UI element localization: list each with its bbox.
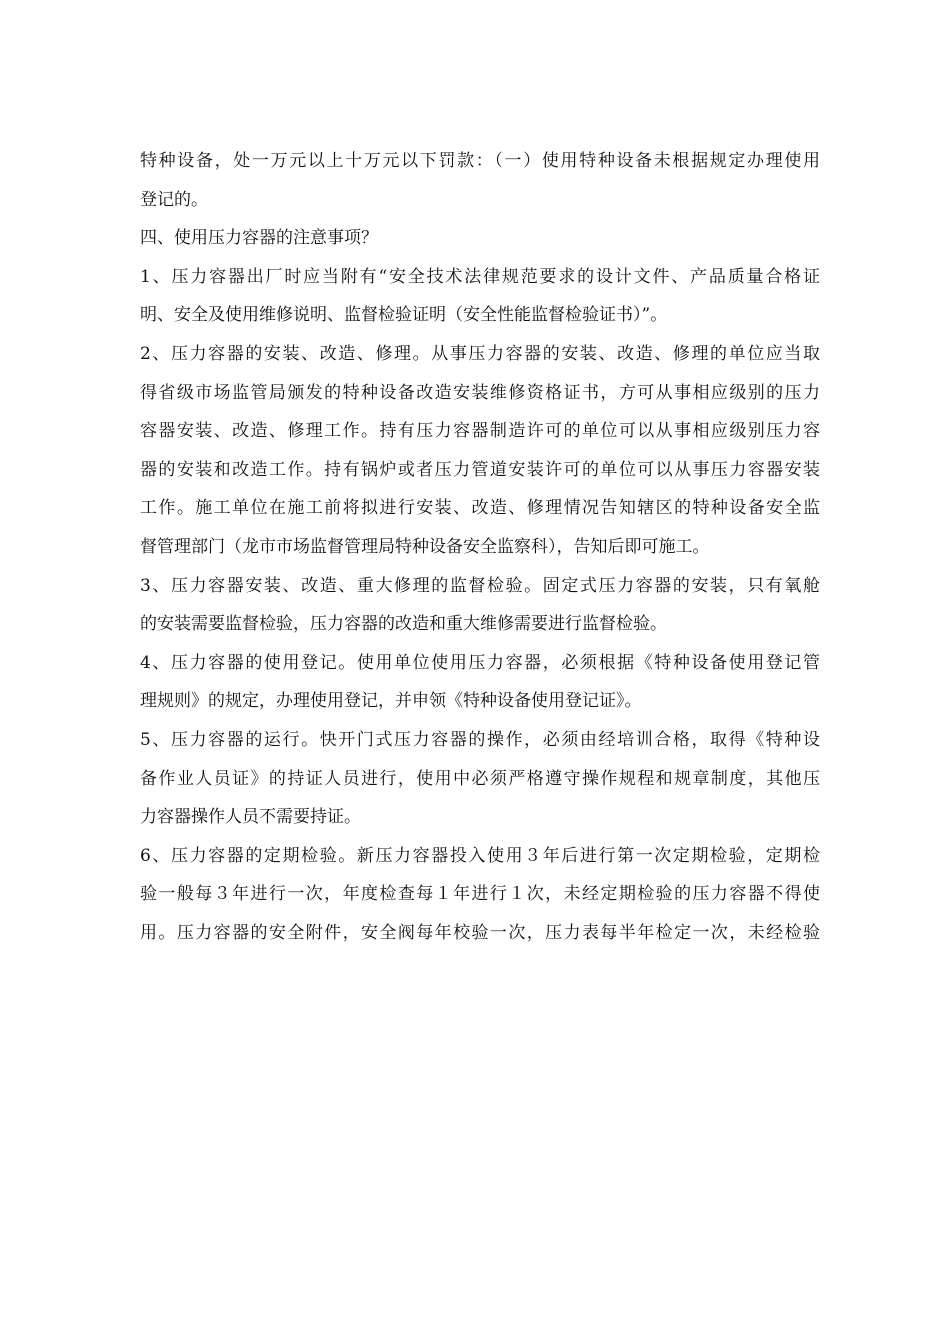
text-line: 5、压力容器的运行。快开门式压力容器的操作，必须由经培训合格，取得《特种设 — [140, 729, 820, 750]
section-heading: 四、使用压力容器的注意事项？ — [140, 228, 378, 249]
text-line: 得省级市场监管局颁发的特种设备改造安装维修资格证书，方可从事相应级别的压力 — [140, 382, 820, 403]
text-line: 备作业人员证》的持证人员进行，使用中必须严格遵守操作规程和规章制度，其他压 — [140, 768, 820, 789]
text-line: 容器安装、改造、修理工作。持有压力容器制造许可的单位可以从事相应级别压力容 — [140, 421, 820, 442]
text-line: 用。压力容器的安全附件，安全阀每年校验一次，压力表每半年检定一次，未经检验 — [140, 922, 820, 943]
text-line: 2、压力容器的安装、改造、修理。从事压力容器的安装、改造、修理的单位应当取 — [140, 343, 820, 364]
text-line: 的安装需要监督检验，压力容器的改造和重大维修需要进行监督检验。 — [140, 614, 667, 635]
text-line: 力容器操作人员不需要持证。 — [140, 807, 361, 828]
text-line: 理规则》的规定，办理使用登记，并申领《特种设备使用登记证》。 — [140, 691, 642, 712]
document-body — [140, 142, 820, 952]
text-line: 1、压力容器出厂时应当附有“安全技术法律规范要求的设计文件、产品质量合格证 — [140, 266, 820, 287]
text-line: 明、安全及使用维修说明、监督检验证明（安全性能监督检验证书）”。 — [140, 305, 668, 326]
text-line: 3、压力容器安装、改造、重大修理的监督检验。固定式压力容器的安装，只有氧舱 — [140, 575, 820, 596]
text-line: 器的安装和改造工作。持有锅炉或者压力管道安装许可的单位可以从事压力容器安装 — [140, 459, 820, 480]
text-line: 特种设备，处一万元以上十万元以下罚款：（一）使用特种设备未根据规定办理使用 — [140, 151, 820, 171]
text-line: 4、压力容器的使用登记。使用单位使用压力容器，必须根据《特种设备使用登记管 — [140, 652, 820, 673]
text-line: 登记的。 — [140, 189, 208, 210]
text-line: 验一般每３年进行一次，年度检查每１年进行１次，未经定期检验的压力容器不得使 — [140, 884, 820, 905]
text-line: 督管理部门（龙市市场监督管理局特种设备安全监察科），告知后即可施工。 — [140, 536, 710, 557]
text-line: 工作。施工单位在施工前将拟进行安装、改造、修理情况告知辖区的特种设备安全监 — [140, 498, 820, 519]
text-line: 6、压力容器的定期检验。新压力容器投入使用３年后进行第一次定期检验，定期检 — [140, 845, 820, 866]
